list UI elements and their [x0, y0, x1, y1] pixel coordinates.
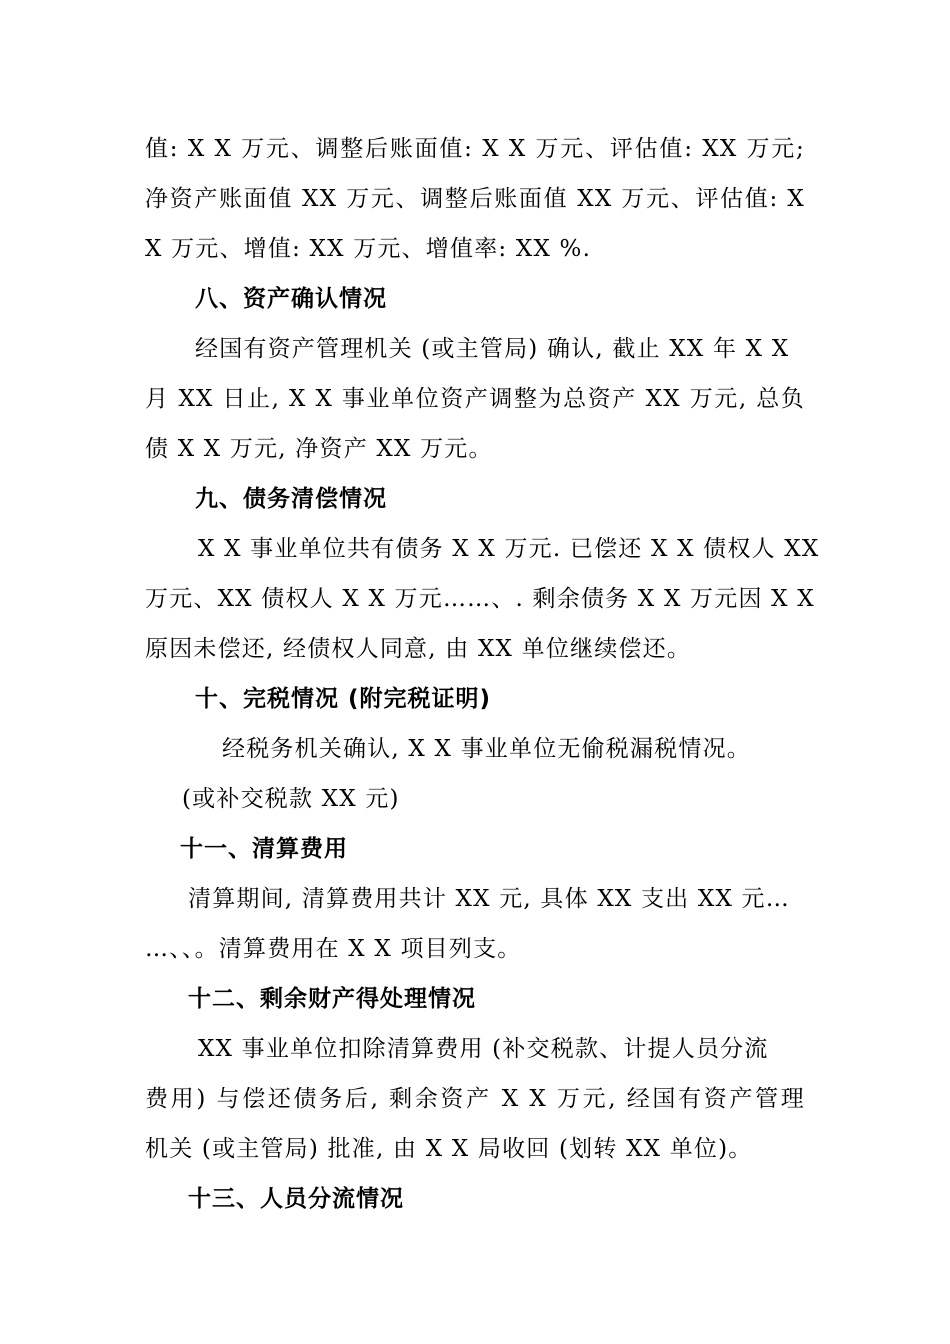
paragraph-line: 万元、XX 债权人 X X 万元……、. 剩余债务 X X 万元因 X X: [145, 586, 815, 612]
section-heading: 八、资产确认情况: [195, 286, 387, 312]
section-heading: 十一、清算费用: [180, 836, 348, 862]
paragraph-line: 清算期间, 清算费用共计 XX 元, 具体 XX 支出 XX 元…: [188, 886, 790, 912]
paragraph-line: (或补交税款 XX 元): [182, 786, 400, 812]
paragraph-line: 债 X X 万元, 净资产 XX 万元。: [145, 436, 493, 462]
section-heading: 十三、人员分流情况: [188, 1186, 404, 1212]
paragraph-line: …、、。清算费用在 X X 项目列支。: [145, 936, 522, 962]
paragraph-line: 月 XX 日止, X X 事业单位资产调整为总资产 XX 万元, 总负: [145, 386, 805, 412]
paragraph-line: 经税务机关确认, X X 事业单位无偷税漏税情况。: [222, 736, 751, 762]
paragraph-line: 机关 (或主管局) 批准, 由 X X 局收回 (划转 XX 单位)。: [145, 1136, 753, 1162]
section-heading: 十、完税情况 (附完税证明): [195, 686, 492, 712]
paragraph-line: 原因未偿还, 经债权人同意, 由 XX 单位继续偿还。: [145, 636, 692, 662]
paragraph-line: 费用) 与偿还债务后, 剩余资产 X X 万元, 经国有资产管理: [145, 1086, 805, 1112]
paragraph-line: 经国有资产管理机关 (或主管局) 确认, 截止 XX 年 X X: [195, 336, 790, 362]
paragraph-line: 净资产账面值 XX 万元、调整后账面值 XX 万元、评估值: X: [145, 186, 805, 212]
section-heading: 十二、剩余财产得处理情况: [188, 986, 476, 1012]
paragraph-line: 值: X X 万元、调整后账面值: X X 万元、评估值: XX 万元;: [145, 136, 805, 162]
section-heading: 九、债务清偿情况: [195, 486, 387, 512]
paragraph-line: X 万元、增值: XX 万元、增值率: XX %.: [145, 236, 592, 262]
paragraph-line: X X 事业单位共有债务 X X 万元. 已偿还 X X 债权人 XX: [198, 536, 820, 562]
paragraph-line: XX 事业单位扣除清算费用 (补交税款、计提人员分流: [198, 1036, 769, 1062]
